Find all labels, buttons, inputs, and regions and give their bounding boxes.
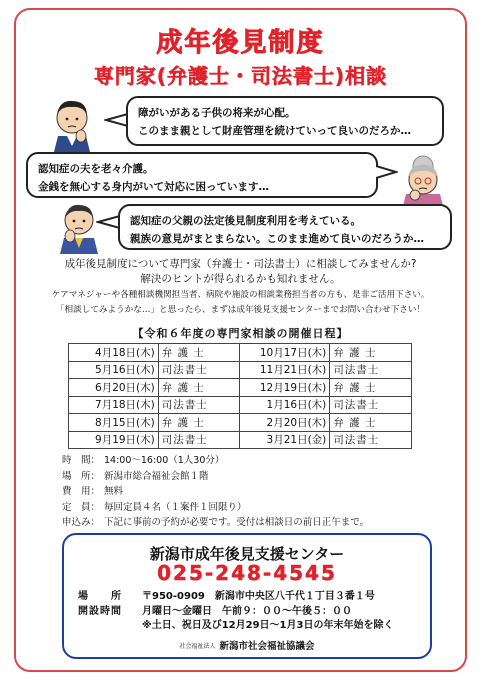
- elderly-woman-icon: [392, 148, 454, 210]
- schedule-date: 5月16日(木): [69, 361, 159, 379]
- schedule-type: 司法書士: [330, 396, 412, 414]
- schedule-date: 6月20日(木): [69, 379, 159, 397]
- table-row: [69, 396, 412, 414]
- contact-box: [62, 533, 432, 659]
- info-value: 無料: [104, 486, 124, 498]
- info-row-time: [62, 453, 369, 469]
- schedule-type: 弁 護 士: [330, 379, 412, 397]
- schedule-type: 司法書士: [158, 396, 240, 414]
- bubble-line: 障がいがある子供の将来が心配。: [138, 107, 296, 119]
- schedule-date: 9月19日(木): [69, 431, 159, 449]
- schedule-type: 司法書士: [330, 431, 412, 449]
- bubble-tail: [96, 214, 120, 230]
- schedule-date: 11月21日(木): [240, 361, 330, 379]
- info-row-place: [62, 469, 369, 485]
- schedule-table: [68, 343, 412, 449]
- intro-line-4: 「相談してみようかな…」と思ったら、まずは成年後見支援センターまでお問い合わせ下さい！: [55, 305, 426, 315]
- table-row: [69, 361, 412, 379]
- address-value: 〒950-0909 新潟市中央区八千代１丁目３番１号: [142, 591, 375, 602]
- bubble-line: 親族の意見がまとまらない。このまま進めて良いのだろうか…: [130, 233, 424, 245]
- schedule-type: 弁 護 士: [158, 379, 240, 397]
- hours-label: 開設時間: [78, 605, 122, 617]
- organization: [64, 638, 430, 652]
- bubble-line: このまま親として財産管理を続けていって良いのだろか…: [138, 125, 411, 137]
- schedule-title: 【令和６年度の専門家相談の開催日程】: [132, 327, 349, 340]
- schedule-type: 弁 護 士: [158, 344, 240, 362]
- schedule-date: 1月16日(木): [240, 396, 330, 414]
- table-row: [69, 379, 412, 397]
- intro-line-3: ケアマネジャーや各種相談機関担当者、病院や施設の相談業務担当者の方も、是非ご活用下さい。: [51, 290, 430, 300]
- schedule-date: 12月19日(木): [240, 379, 330, 397]
- table-row: [69, 431, 412, 449]
- info-row-fee: [62, 484, 369, 500]
- note-row: [78, 619, 393, 634]
- closed-days-note: ※土日、祝日及び12月29日～1月3日の年末年始を除く: [142, 620, 394, 631]
- speech-bubble-2: [26, 152, 378, 198]
- bubble-line: 認知症の夫を老々介護。: [38, 163, 154, 175]
- info-label: 場 所：: [62, 470, 101, 482]
- schedule-date: 2月20日(木): [240, 414, 330, 432]
- info-value: 毎回定員４名（１案件１回限り）: [104, 501, 247, 513]
- info-value: 14:00～16:00（1人30分）: [104, 455, 225, 466]
- schedule-date: 3月21日(金): [240, 431, 330, 449]
- schedule-date: 4月18日(木): [69, 344, 159, 362]
- schedule-date: 7月18日(木): [69, 396, 159, 414]
- info-value: 下記に事前の予約が必要です。受付は相談日の前日正午まで。: [104, 517, 370, 529]
- bubble-line: 認知症の父親の法定後見制度利用を考えている。: [130, 215, 361, 227]
- speech-bubble-3: [118, 204, 452, 250]
- schedule-type: 司法書士: [158, 361, 240, 379]
- hours-value: 月曜日～金曜日 午前９：００～午後５：００: [142, 605, 352, 617]
- address-label: 場 所: [78, 591, 122, 602]
- page-subtitle: 専門家(弁護士・司法書士)相談: [93, 64, 388, 88]
- org-name: 新潟市社会福祉協議会: [219, 641, 315, 652]
- table-row: [69, 344, 412, 362]
- org-type: 社会福祉法人: [179, 643, 216, 650]
- center-name: 新潟市成年後見支援センター: [149, 545, 345, 563]
- address-row: [78, 590, 393, 605]
- hours-row: [78, 605, 393, 620]
- page-title: 成年後見制度: [156, 28, 325, 58]
- schedule-type: 司法書士: [330, 361, 412, 379]
- center-details: [78, 590, 393, 634]
- schedule-type: 弁 護 士: [330, 344, 412, 362]
- worried-man-icon: [34, 92, 106, 152]
- schedule-type: 弁 護 士: [158, 414, 240, 432]
- schedule-date: 10月17日(木): [240, 344, 330, 362]
- bubble-tail: [104, 112, 128, 128]
- table-row: [69, 414, 412, 432]
- phone-number[interactable]: 025-248-4545: [157, 561, 337, 585]
- intro-line-2: 解決のヒントが得られるかも知れません。: [140, 273, 341, 285]
- info-label: 定 員：: [62, 501, 101, 513]
- info-value: 新潟市総合福祉会館１階: [104, 470, 209, 482]
- bubble-line: 金銭を無心する身内がいて対応に困っています…: [38, 181, 269, 193]
- intro-line-1: 成年後見制度について専門家（弁護士・司法書士）に相談してみませんか?: [64, 258, 417, 270]
- schedule-date: 8月15日(木): [69, 414, 159, 432]
- info-row-capacity: [62, 500, 369, 516]
- info-row-application: [62, 515, 369, 531]
- schedule-type: 司法書士: [158, 431, 240, 449]
- info-label: 時 間：: [62, 455, 101, 466]
- info-label: 費 用：: [62, 486, 101, 498]
- info-label: 申込み：: [62, 517, 101, 529]
- schedule-type: 弁 護 士: [330, 414, 412, 432]
- speech-bubble-1: [126, 96, 444, 146]
- consultation-info: [62, 453, 369, 531]
